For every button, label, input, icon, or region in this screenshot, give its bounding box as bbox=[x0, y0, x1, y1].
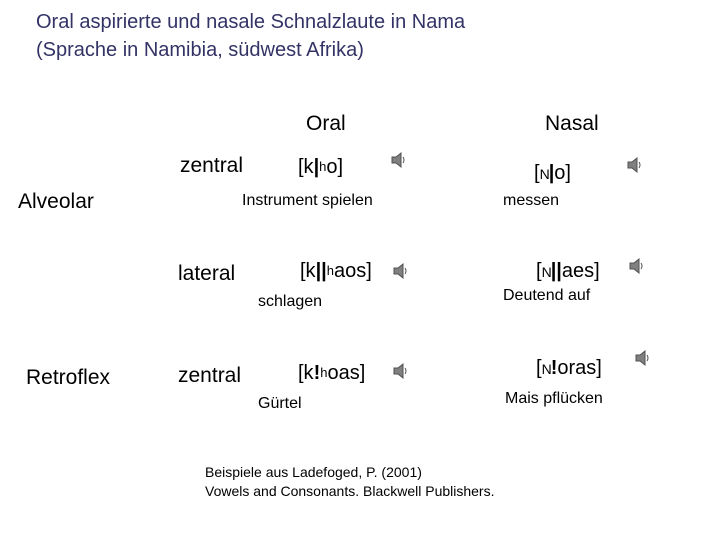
speaker-icon[interactable] bbox=[626, 156, 644, 174]
nasal-gloss-3: Mais pflücken bbox=[505, 390, 603, 407]
nasal-symbol: N bbox=[539, 166, 549, 182]
oral-gloss-1: Instrument spielen bbox=[242, 192, 373, 209]
place-label-alveolar: Alveolar bbox=[18, 190, 94, 213]
title-line-2: (Sprache in Namibia, südwest Afrika) bbox=[36, 39, 364, 61]
title-line-1: Oral aspirierte und nasale Schnalzlaute in Nama bbox=[36, 11, 466, 33]
speaker-icon[interactable] bbox=[392, 262, 410, 280]
oral-gloss-3: Gürtel bbox=[258, 395, 302, 412]
manner-label-zentral-retroflex: zentral bbox=[178, 364, 242, 387]
speaker-icon[interactable] bbox=[392, 362, 410, 380]
nasal-gloss-2: Deutend auf bbox=[503, 287, 591, 304]
nasal-symbol: N bbox=[541, 361, 551, 377]
oral-word-3: [k!$^h$oas] bbox=[298, 362, 366, 384]
source-line-2: Vowels and Consonants. Blackwell Publishers. bbox=[205, 483, 495, 499]
oral-gloss-2: schlagen bbox=[258, 293, 323, 310]
place-label-retroflex: Retroflex bbox=[26, 366, 111, 389]
nasal-word-2: [N||aes] bbox=[536, 260, 600, 282]
page-title bbox=[36, 8, 465, 64]
oral-word-1: $[k|^ho]$ bbox=[298, 156, 344, 178]
speaker-icon[interactable] bbox=[634, 349, 652, 367]
nasal-word-1: [N|o] bbox=[534, 162, 571, 184]
nasal-gloss-1: messen bbox=[503, 192, 560, 209]
column-header-nasal: Nasal bbox=[545, 112, 599, 135]
column-header-oral: Oral bbox=[306, 112, 346, 135]
oral-word-2: $[k||^haos]$ bbox=[300, 260, 372, 282]
source-citation bbox=[205, 463, 495, 501]
manner-label-lateral: lateral bbox=[178, 262, 236, 285]
speaker-icon[interactable] bbox=[628, 257, 646, 275]
source-line-1: Beispiele aus Ladefoged, P. (2001) bbox=[205, 464, 422, 480]
nasal-symbol: N bbox=[541, 264, 551, 280]
speaker-icon[interactable] bbox=[390, 151, 408, 169]
nasal-word-3: [N!oras] bbox=[536, 357, 602, 379]
manner-label-zentral: zentral bbox=[180, 154, 244, 177]
